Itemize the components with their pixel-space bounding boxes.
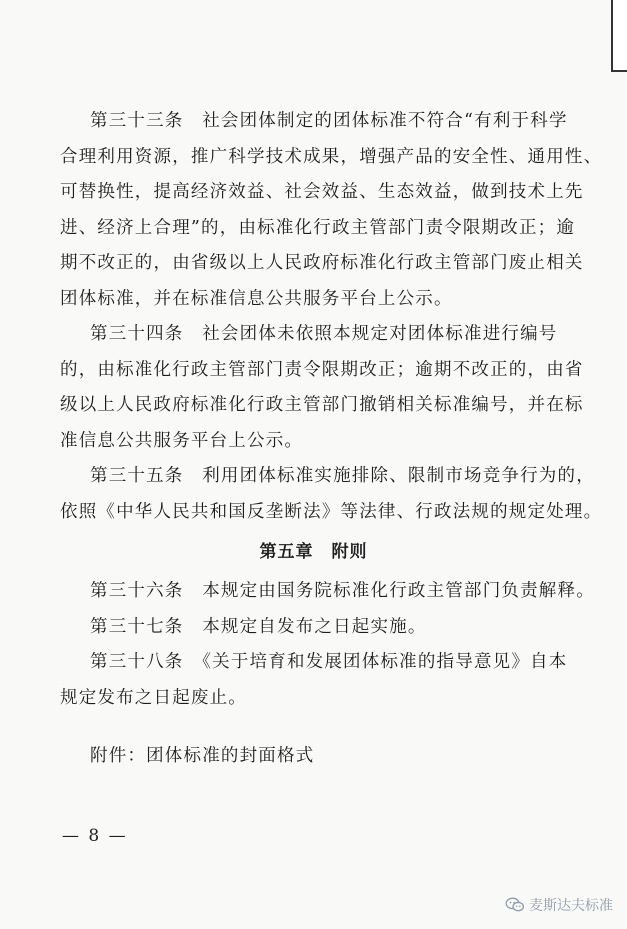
text-line: 第三十七条 本规定自发布之日起实施。	[90, 617, 427, 637]
watermark-text: 麦斯达夫标准	[529, 898, 613, 914]
article-36-paragraph	[60, 574, 595, 610]
article-34-paragraph	[60, 317, 584, 459]
article-37-paragraph	[60, 610, 560, 646]
text-line: 第三十三条 社会团体制定的团体标准不符合“有利于科学	[90, 111, 568, 131]
wechat-icon	[505, 897, 525, 913]
article-35-paragraph	[60, 459, 603, 530]
page-number: — 8 —	[62, 826, 128, 846]
article-33-paragraph	[60, 104, 603, 317]
chapter-title: 第五章 附则	[259, 542, 368, 562]
text-line: 级以上人民政府标准化行政主管部门撤销相关标准编号，并在标	[60, 395, 584, 415]
text-line: 团体标准，并在标准信息公共服务平台上公示。	[60, 288, 453, 309]
text-line: 的，由标准化行政主管部门责令限期改正；逾期不改正的，由省	[60, 359, 584, 380]
attachment-text: 附件：团体标准的封面格式	[90, 746, 315, 766]
article-38-paragraph	[60, 645, 568, 716]
text-line: 第三十八条 《关于培育和发展团体标准的指导意见》自本	[90, 652, 568, 672]
text-line: 合理利用资源，推广科学技术成果，增强产品的安全性、通用性、	[60, 146, 603, 167]
attachment-note	[60, 739, 560, 775]
corner-mark	[611, 0, 627, 72]
text-line: 规定发布之日起废止。	[60, 687, 247, 708]
text-line: 第三十四条 社会团体未依照本规定对团体标准进行编号	[90, 324, 558, 344]
watermark	[505, 895, 613, 915]
text-line: 第三十六条 本规定由国务院标准化行政主管部门负责解释。	[90, 581, 595, 601]
text-line: 期不改正的，由省级以上人民政府标准化行政主管部门废止相关	[60, 253, 584, 273]
text-line: 进、经济上合理”的，由标准化行政主管部门责令限期改正；逾	[60, 217, 576, 238]
text-line: 准信息公共服务平台上公示。	[60, 430, 304, 451]
text-line: 第三十五条 利用团体标准实施排除、限制市场竞争行为的，	[90, 466, 595, 486]
text-line: 可替换性，提高经济效益、社会效益、生态效益，做到技术上先	[60, 182, 584, 202]
text-line: 依照《中华人民共和国反垄断法》等法律、行政法规的规定处理。	[60, 501, 603, 522]
